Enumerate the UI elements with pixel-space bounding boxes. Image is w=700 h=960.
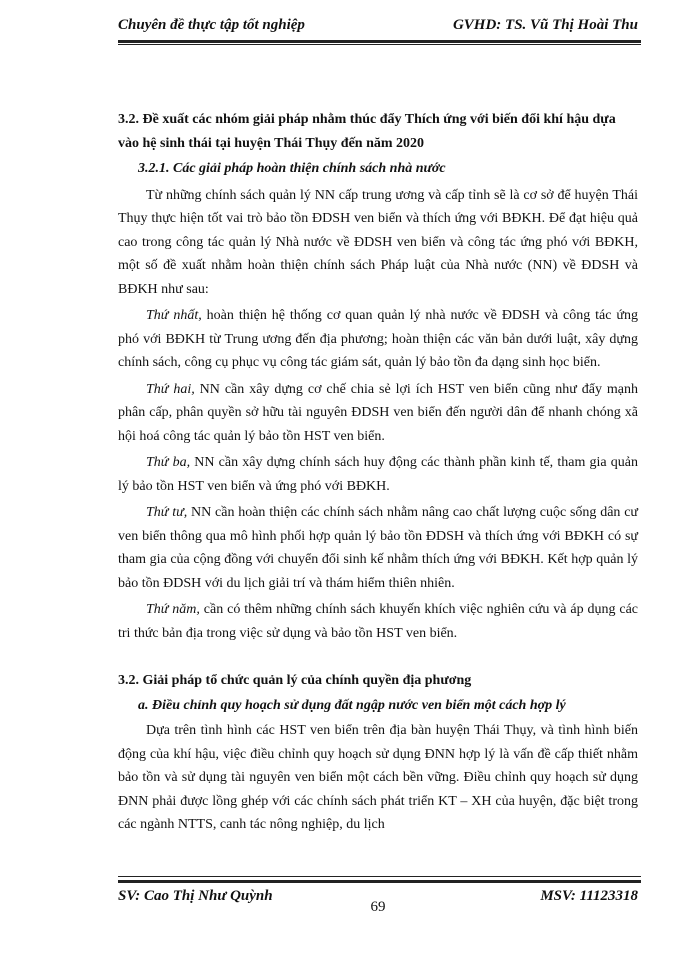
paragraph-lead: Thứ tư, (146, 505, 188, 520)
footer-right: MSV: 11123318 (540, 888, 638, 904)
header-rule-thick (118, 40, 641, 43)
paragraph (118, 304, 638, 375)
paragraph-lead: Thứ hai, (146, 381, 195, 397)
paragraph-lead: Thứ nhất, (146, 308, 202, 323)
section-heading: 3.2. Đề xuất các nhóm giải pháp nhằm thúc đẩy Thích ứng với biến đổi khí hậu dựa vào hệ sinh thái tại huyện Thái Thụy đến năm 2020 (118, 112, 616, 151)
paragraph (118, 378, 638, 449)
subsection-heading: 3.2.1. Các giải pháp hoàn thiện chính sách nhà nước (138, 161, 446, 176)
page-number: 69 (370, 899, 386, 915)
paragraph (118, 598, 638, 645)
paragraph-text: NN cần hoàn thiện các chính sách nhằm nâng cao chất lượng cuộc sống dân cư ven biển thông qua mô hình phối hợp quản lý bảo tồn ĐDSH và thích ứng với BĐKH có sự tham gia của cộng đồng với chuyển đổi sinh kế nhằm thích ứng với BĐKH. Kết hợp quản lý bảo tồn ĐDSH với du lịch giải trí và thám hiểm thiên nhiên. (118, 505, 639, 591)
paragraph-text: hoàn thiện hệ thống cơ quan quản lý nhà nước về ĐDSH và công tác ứng phó với BĐKH từ Trung ương đến địa phương; hoàn thiện các văn bản dưới luật, xây dựng chính sách, công cụ phục vụ công tác giám sát, quản lý bảo tồn đa dạng sinh học biển. (118, 308, 639, 370)
header-left: Chuyên đề thực tập tốt nghiệp (118, 17, 305, 33)
paragraph: Từ những chính sách quản lý NN cấp trung ương và cấp tỉnh sẽ là cơ sở để huyện Thái Thụy thực hiện tốt vai trò bảo tồn ĐDSH ven biển và thích ứng với BĐKH. Để đạt hiệu quả cao trong công tác quản lý Nhà nước về ĐDSH ven biển và công tác ứng phó với BĐKH, một số đề xuất nhằm hoàn thiện chính sách Pháp luật của Nhà nước (NN) về ĐDSH và BĐKH như sau: (118, 187, 638, 297)
page-header (118, 10, 638, 40)
paragraph (118, 501, 638, 595)
footer-left: SV: Cao Thị Như Quỳnh (118, 888, 273, 904)
paragraph-text: cần có thêm những chính sách khuyến khích việc nghiên cứu và áp dụng các tri thức bản địa trong việc sử dụng và bảo tồn HST ven biển. (118, 602, 638, 641)
paragraph-lead: Thứ năm, (146, 602, 200, 617)
header-rule-thin (118, 44, 641, 45)
paragraph-text: NN cần xây dựng chính sách huy động các thành phần kinh tế, tham gia quản lý bảo tồn HST ven biển và ứng phó với BĐKH. (118, 455, 638, 494)
header-right: GVHD: TS. Vũ Thị Hoài Thu (452, 17, 638, 33)
section-heading: 3.2. Giải pháp tổ chức quản lý của chính quyền địa phương (118, 673, 472, 688)
paragraph-text: NN cần xây dựng cơ chế chia sẻ lợi ích HST ven biển cũng như đẩy mạnh phân cấp, phân quyền sở hữu tài nguyên ĐDSH ven biển đến người dân để nhanh chóng xã hội hoá công tác quản lý bảo tồn HST ven biển. (118, 381, 638, 444)
footer-rule-thin (118, 876, 641, 877)
paragraph (118, 451, 638, 498)
paragraph-lead: Thứ ba, (146, 455, 191, 470)
paragraph: Dựa trên tình hình các HST ven biển trên địa bàn huyện Thái Thụy, và tình hình biến động của khí hậu, việc điều chỉnh quy hoạch sử dụng ĐNN hợp lý là vấn đề cấp thiết nhằm bảo tồn và sử dụng tài nguyên ven biển một cách bền vững. Điều chỉnh quy hoạch sử dụng ĐNN phải được lồng ghép với các chính sách phát triển KT – XH của huyện, đặc biệt trong các ngành NTTS, canh tác nông nghiệp, du lịch (118, 723, 638, 832)
subsection-heading: a. Điều chỉnh quy hoạch sử dụng đất ngập nước ven biển một cách hợp lý (138, 697, 566, 713)
page-footer (118, 880, 638, 920)
document-body (118, 108, 638, 837)
